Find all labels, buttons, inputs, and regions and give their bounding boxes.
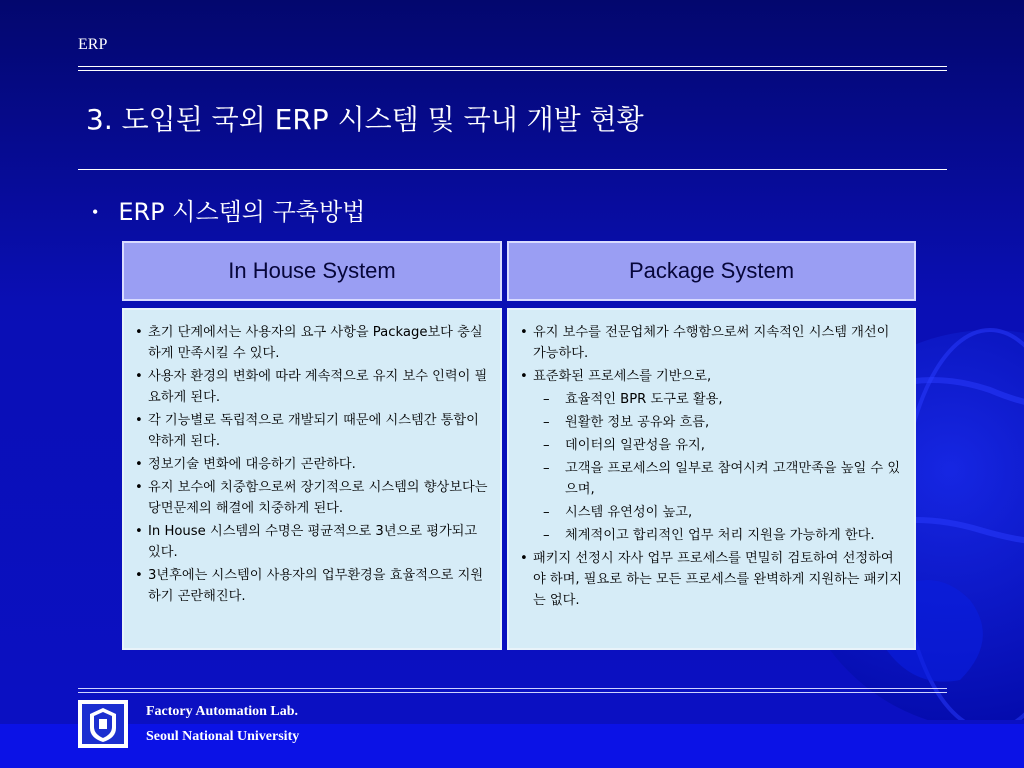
- sub-list-item: – 시스템 유연성이 높고,: [519, 502, 904, 523]
- in-house-list: [134, 322, 490, 607]
- list-item: • 유지 보수를 전문업체가 수행함으로써 지속적인 시스템 개선이 가능하다.: [519, 322, 904, 364]
- footer-lab-name: Factory Automation Lab.: [146, 704, 299, 719]
- section-heading-text: ERP 시스템의 구축방법: [118, 198, 366, 226]
- in-house-body: [122, 308, 502, 650]
- list-item: • 초기 단계에서는 사용자의 요구 사항을 Package보다 충실하게 만족시킬 수 있다.: [134, 322, 490, 364]
- footer-university-name: Seoul National University: [146, 729, 300, 744]
- section-bullet: •: [92, 202, 99, 222]
- list-item: • 각 기능별로 독립적으로 개발되기 때문에 시스템간 통합이 약하게 된다.: [134, 410, 490, 452]
- package-list: [519, 322, 904, 611]
- in-house-header: In House System: [122, 241, 502, 301]
- list-item: • 표준화된 프로세스를 기반으로,: [519, 366, 904, 387]
- footer-rule-2: [78, 692, 947, 693]
- footer-rule-1: [78, 688, 947, 689]
- list-item: • 패키지 선정시 자사 업무 프로세스를 면밀히 검토하여 선정하여야 하며, 필요로 하는 모든 프로세스를 완벽하게 지원하는 패키지는 없다.: [519, 548, 904, 611]
- sub-list-item: – 고객을 프로세스의 일부로 참여시켜 고객만족을 높일 수 있으며,: [519, 458, 904, 500]
- list-item: • 3년후에는 시스템이 사용자의 업무환경을 효율적으로 지원하기 곤란해진다.: [134, 565, 490, 607]
- header-tag: ERP: [78, 36, 108, 53]
- snu-emblem-icon: [78, 700, 128, 748]
- title-rule: [78, 169, 947, 170]
- header-rule-1: [78, 66, 947, 67]
- section-heading: [92, 192, 365, 227]
- list-item: • 유지 보수에 치중함으로써 장기적으로 시스템의 향상보다는 당면문제의 해결에 치중하게 된다.: [134, 477, 490, 519]
- slide-title: 3. 도입된 국외 ERP 시스템 및 국내 개발 현황: [86, 103, 644, 136]
- header-rule-2: [78, 70, 947, 71]
- package-body: [507, 308, 916, 650]
- sub-list-item: – 체계적이고 합리적인 업무 처리 지원을 가능하게 한다.: [519, 525, 904, 546]
- sub-list-item: – 효율적인 BPR 도구로 활용,: [519, 389, 904, 410]
- sub-list-item: – 원활한 정보 공유와 흐름,: [519, 412, 904, 433]
- sub-list-item: – 데이터의 일관성을 유지,: [519, 435, 904, 456]
- list-item: • 사용자 환경의 변화에 따라 계속적으로 유지 보수 인력이 필요하게 된다.: [134, 366, 490, 408]
- package-header: Package System: [507, 241, 916, 301]
- list-item: • 정보기술 변화에 대응하기 곤란하다.: [134, 454, 490, 475]
- list-item: • In House 시스템의 수명은 평균적으로 3년으로 평가되고 있다.: [134, 521, 490, 563]
